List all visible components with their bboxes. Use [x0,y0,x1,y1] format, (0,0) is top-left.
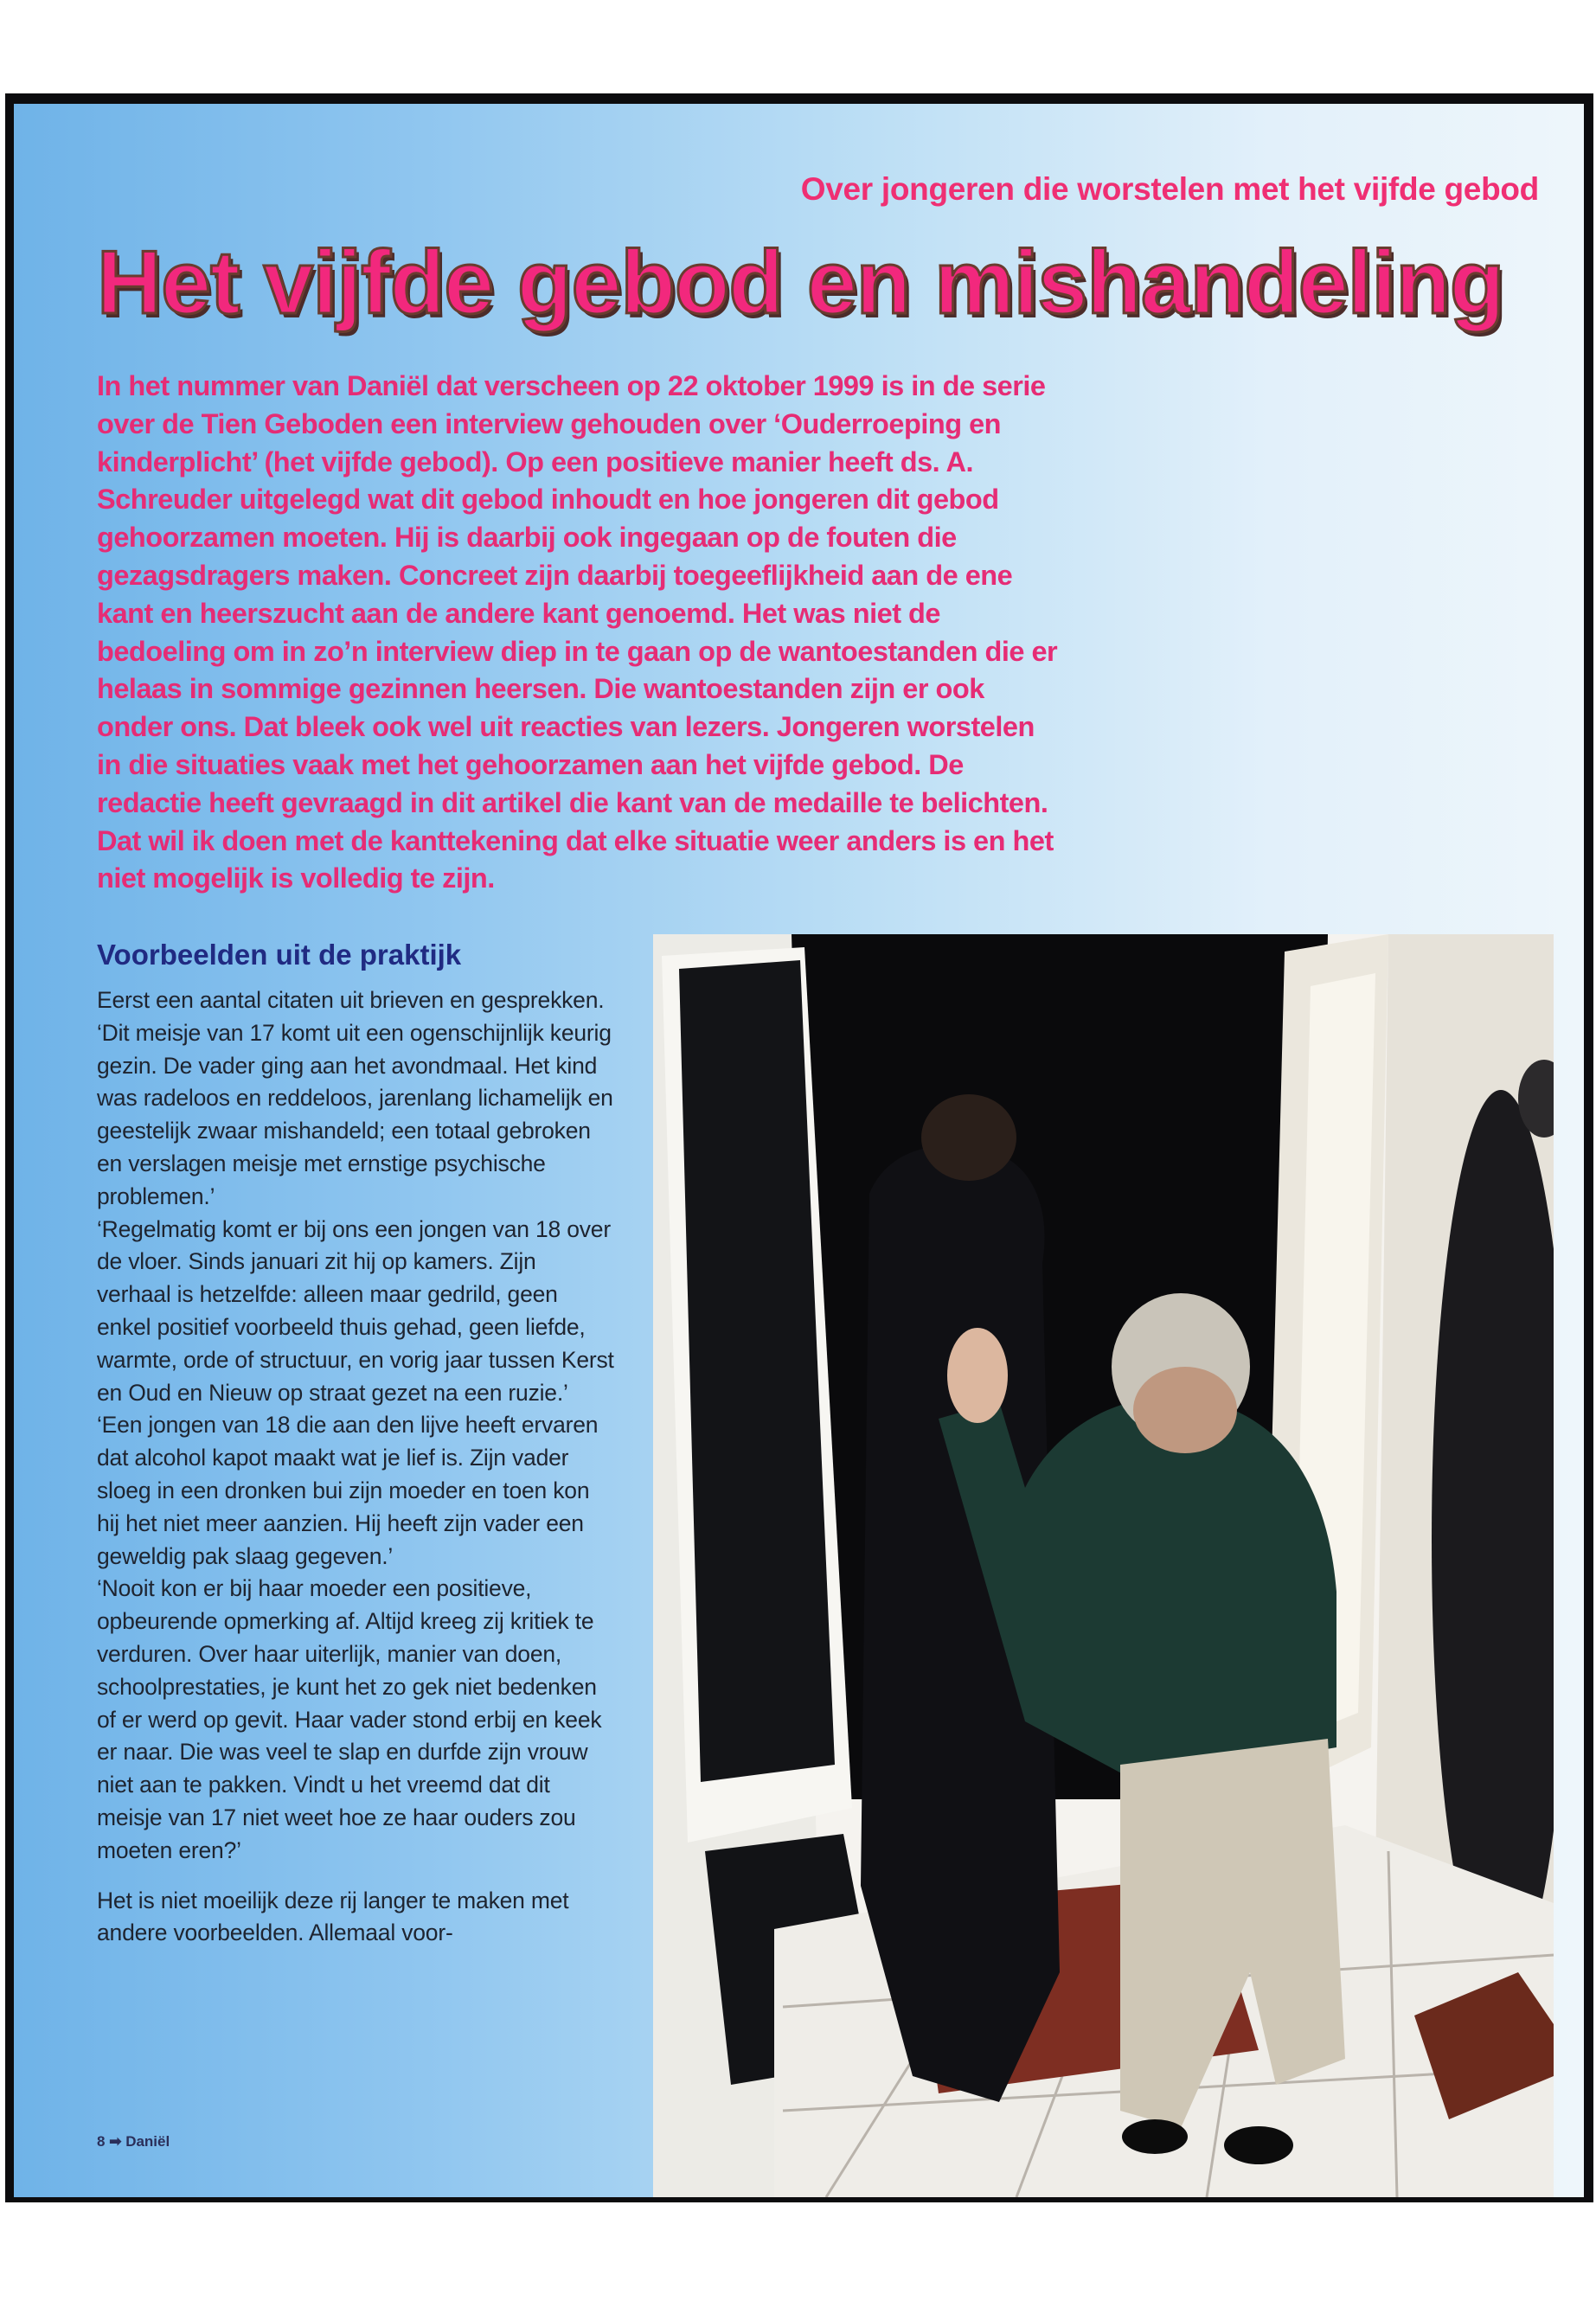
body-paragraph: ‘Regelmatig komt er bij ons een jongen van 18 over de vloer. Sinds januari zit hij op kamers. Zijn verhaal is hetzelfde: alleen maar gedrild, geen enkel positief voorbeeld thuis gehad, geen liefde, warmte, orde of structuur, en vorig jaar tussen Kerst en Oud en Nieuw op straat gezet na een ruzie.’ [97,1215,614,1406]
body-paragraph: Het is niet moeilijk deze rij langer te maken met andere voorbeelden. Allemaal voor- [97,1887,569,1946]
article-photo [653,934,1554,2197]
page-footer [97,2133,170,2150]
intro-paragraph: In het nummer van Daniël dat verscheen op 22 oktober 1999 is in de serie over de Tien Geboden een interview gehouden over ‘Ouderroeping en kinderplicht’ (het vijfde gebod). Op een positieve manier heeft ds. A. Schreuder uitgelegd wat dit gebod inhoudt en hoe jongeren dit gebod gehoorzamen moeten. Hij is daarbij ook ingegaan op de fouten die gezagsdragers maken. Concreet zijn daarbij toegeeflijkheid aan de ene kant en heerszucht aan de andere kant genoemd. Het was niet de bedoeling om in zo’n interview diep in te gaan op de wantoestanden die er helaas in sommige gezinnen heersen. Die wantoestanden zijn er ook onder ons. Dat bleek ook wel uit reacties van lezers. Jongeren worstelen in die situaties vaak met het gehoorzamen aan het vijfde gebod. De redactie heeft gevraagd in dit artikel die kant van de medaille te belichten. Dat wil ik doen met de kanttekening dat elke situatie weer anders is en het niet mogelijk is volledig te zijn. [97,370,1058,894]
magazine-name: Daniël [125,2133,170,2150]
body-column [97,984,616,1950]
body-paragraph: Eerst een aantal citaten uit brieven en gesprekken. [97,987,605,1013]
page-number: 8 [97,2133,106,2150]
body-paragraph: ‘Dit meisje van 17 komt uit een ogenschijnlijk keurig gezin. De vader ging aan het avondmaal. Het kind was radeloos en reddeloos, jarenlang lichamelijk en geestelijk zwaar mishandeld; een totaal gebroken en verslagen meisje met ernstige psychische problemen.’ [97,1019,613,1209]
magazine-page [14,104,1584,2197]
photo-illustration [653,934,1554,2197]
article-title: Het vijfde gebod en mishandeling [97,233,1504,333]
body-paragraph: ‘Een jongen van 18 die aan den lijve heeft ervaren dat alcohol kapot maakt wat je lief is. Zijn vader sloeg in een dronken bui zijn moeder en toen kon hij het niet meer aanzien. Hij heeft zijn vader een geweldig pak slaag gegeven.’ [97,1412,599,1569]
arrow-icon: ➡ [109,2133,122,2150]
section-title: Voorbeelden uit de praktijk [97,939,462,971]
body-paragraph: ‘Nooit kon er bij haar moeder een positieve, opbeurende opmerking af. Altijd kreeg zij kritiek te verduren. Over haar uiterlijk, manier van doen, schoolprestaties, je kunt het zo gek niet bedenken of er werd op gevit. Haar vader stond erbij en keek er naar. Die was veel te slap en durfde zijn vrouw niet aan te pakken. Vindt u het vreemd dat dit meisje van 17 niet weet hoe ze haar ouders zou moeten eren?’ [97,1575,602,1863]
kicker: Over jongeren die worstelen met het vijfde gebod [800,171,1539,207]
